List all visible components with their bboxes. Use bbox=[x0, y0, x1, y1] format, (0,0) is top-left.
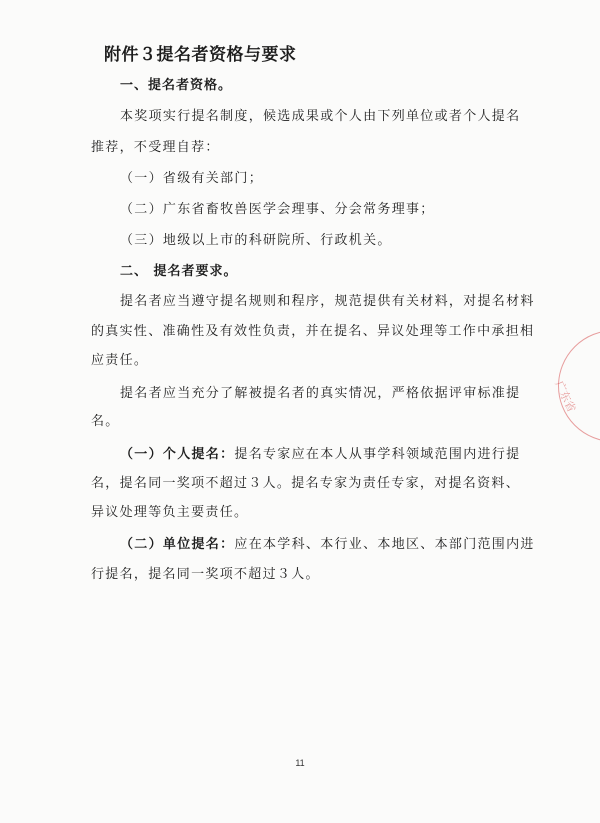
list-item: （二）广东省畜牧兽医学会理事、分会常务理事； bbox=[120, 202, 435, 217]
unit-nomination-line bbox=[120, 533, 535, 552]
paragraph-line: 提名专家应在本人从事学科领域范围内进行提 bbox=[234, 447, 521, 462]
paragraph-line: 应在本学科、本行业、本地区、本部门范围内进 bbox=[234, 537, 535, 552]
paragraph-line: 提名者应当充分了解被提名者的真实情况，严格依据评审标准提 bbox=[120, 386, 521, 401]
section-heading-requirements: 二、 提名者要求。 bbox=[120, 264, 238, 279]
paragraph-line: 提名者应当遵守提名规则和程序，规范提供有关材料，对提名材料 bbox=[120, 294, 535, 309]
paragraph-line: 应责任。 bbox=[91, 353, 149, 368]
list-item: （三）地级以上市的科研院所、行政机关。 bbox=[120, 233, 392, 248]
paragraph-line: 本奖项实行提名制度，候选成果或个人由下列单位或者个人提名 bbox=[120, 109, 521, 124]
paragraph-line: 行提名，提名同一奖项不超过３人。 bbox=[91, 567, 320, 582]
personal-nomination-line bbox=[120, 443, 521, 462]
paragraph-line: 异议处理等负主要责任。 bbox=[91, 505, 249, 520]
paragraph-line: 名，提名同一奖项不超过３人。提名专家为责任专家，对提名资料、 bbox=[91, 476, 521, 491]
section-heading-qualification: 一、提名者资格。 bbox=[120, 78, 233, 93]
list-item: （一）省级有关部门； bbox=[120, 171, 264, 186]
paragraph-line: 的真实性、准确性及有效性负责，并在提名、异议处理等工作中承担相 bbox=[91, 324, 535, 339]
seal-text: 广东省 bbox=[552, 378, 579, 415]
paragraph-line: 推荐，不受理自荐： bbox=[91, 140, 220, 155]
personal-nomination-label: （一）个人提名： bbox=[120, 447, 235, 462]
page-number: 11 bbox=[295, 758, 305, 768]
paragraph-line: 名。 bbox=[91, 414, 120, 429]
unit-nomination-label: （二）单位提名： bbox=[120, 537, 235, 552]
document-title: 附件３提名者资格与要求 bbox=[104, 45, 297, 65]
